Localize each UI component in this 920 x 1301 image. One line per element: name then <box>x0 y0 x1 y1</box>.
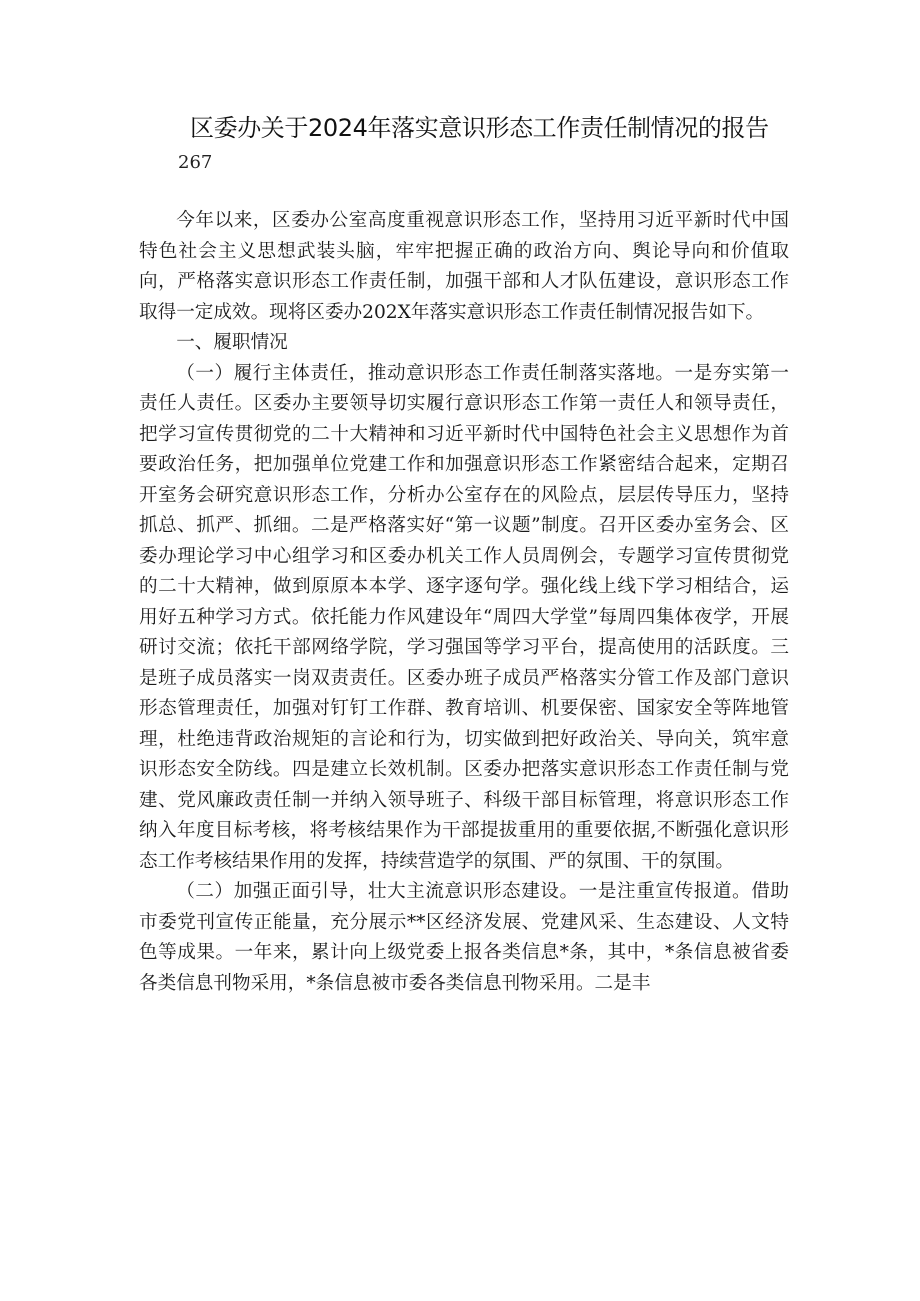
document-body <box>139 206 789 999</box>
paragraph-duty: （一）履行主体责任，推动意识形态工作责任制落实落地。一是夯实第一责任人责任。区委办主要领导切实履行意识形态工作第一责任人和领导责任，把学习宣传贯彻党的二十大精神和习近平新时代中国特色社会主义思想作为首要政治任务，把加强单位党建工作和加强意识形态工作紧密结合起来，定期召开室务会研究意识形态工作，分析办公室存在的风险点，层层传导压力，坚持抓总、抓严、抓细。二是严格落实好“第一议题”制度。召开区委办室务会、区委办理论学习中心组学习和区委办机关工作人员周例会，专题学习宣传贯彻党的二十大精神，做到原原本本学、逐字逐句学。强化线上线下学习相结合，运用好五种学习方式。依托能力作风建设年“周四大学堂”每周四集体夜学，开展研讨交流；依托干部网络学院，学习强国等学习平台，提高使用的活跃度。三是班子成员落实一岗双责责任。区委办班子成员严格落实分管工作及部门意识形态管理责任，加强对钉钉工作群、教育培训、机要保密、国家安全等阵地管理，杜绝违背政治规矩的言论和行为，切实做到把好政治关、导向关，筑牢意识形态安全防线。四是建立长效机制。区委办把落实意识形态工作责任制与党建、党风廉政责任制一并纳入领导班子、科级干部目标管理，将意识形态工作纳入年度目标考核，将考核结果作为干部提拔重用的重要依据,不断强化意识形态工作考核结果作用的发挥，持续营造学的氛围、严的氛围、干的氛围。 <box>139 362 789 872</box>
paragraph-guidance: （二）加强正面引导，壮大主流意识形态建设。一是注重宣传报道。借助市委党刊宣传正能量，充分展示**区经济发展、党建风采、生态建设、人文特色等成果。一年来，累计向上级党委上报各类信息*条，其中，*条信息被省委各类信息刊物采用，*条信息被市委各类信息刊物采用。二是丰 <box>139 881 789 994</box>
intro-paragraph: 今年以来，区委办公室高度重视意识形态工作，坚持用习近平新时代中国特色社会主义思想武装头脑，牢牢把握正确的政治方向、舆论导向和价值取向，严格落实意识形态工作责任制，加强干部和人才队伍建设，意识形态工作取得一定成效。现将区委办202X年落实意识形态工作责任制情况报告如下。 <box>139 210 789 323</box>
section-heading: 一、履职情况 <box>176 332 288 353</box>
document-title: 区委办关于2024年落实意识形态工作责任制情况的报告 <box>190 114 769 142</box>
document-number: 267 <box>178 152 213 173</box>
